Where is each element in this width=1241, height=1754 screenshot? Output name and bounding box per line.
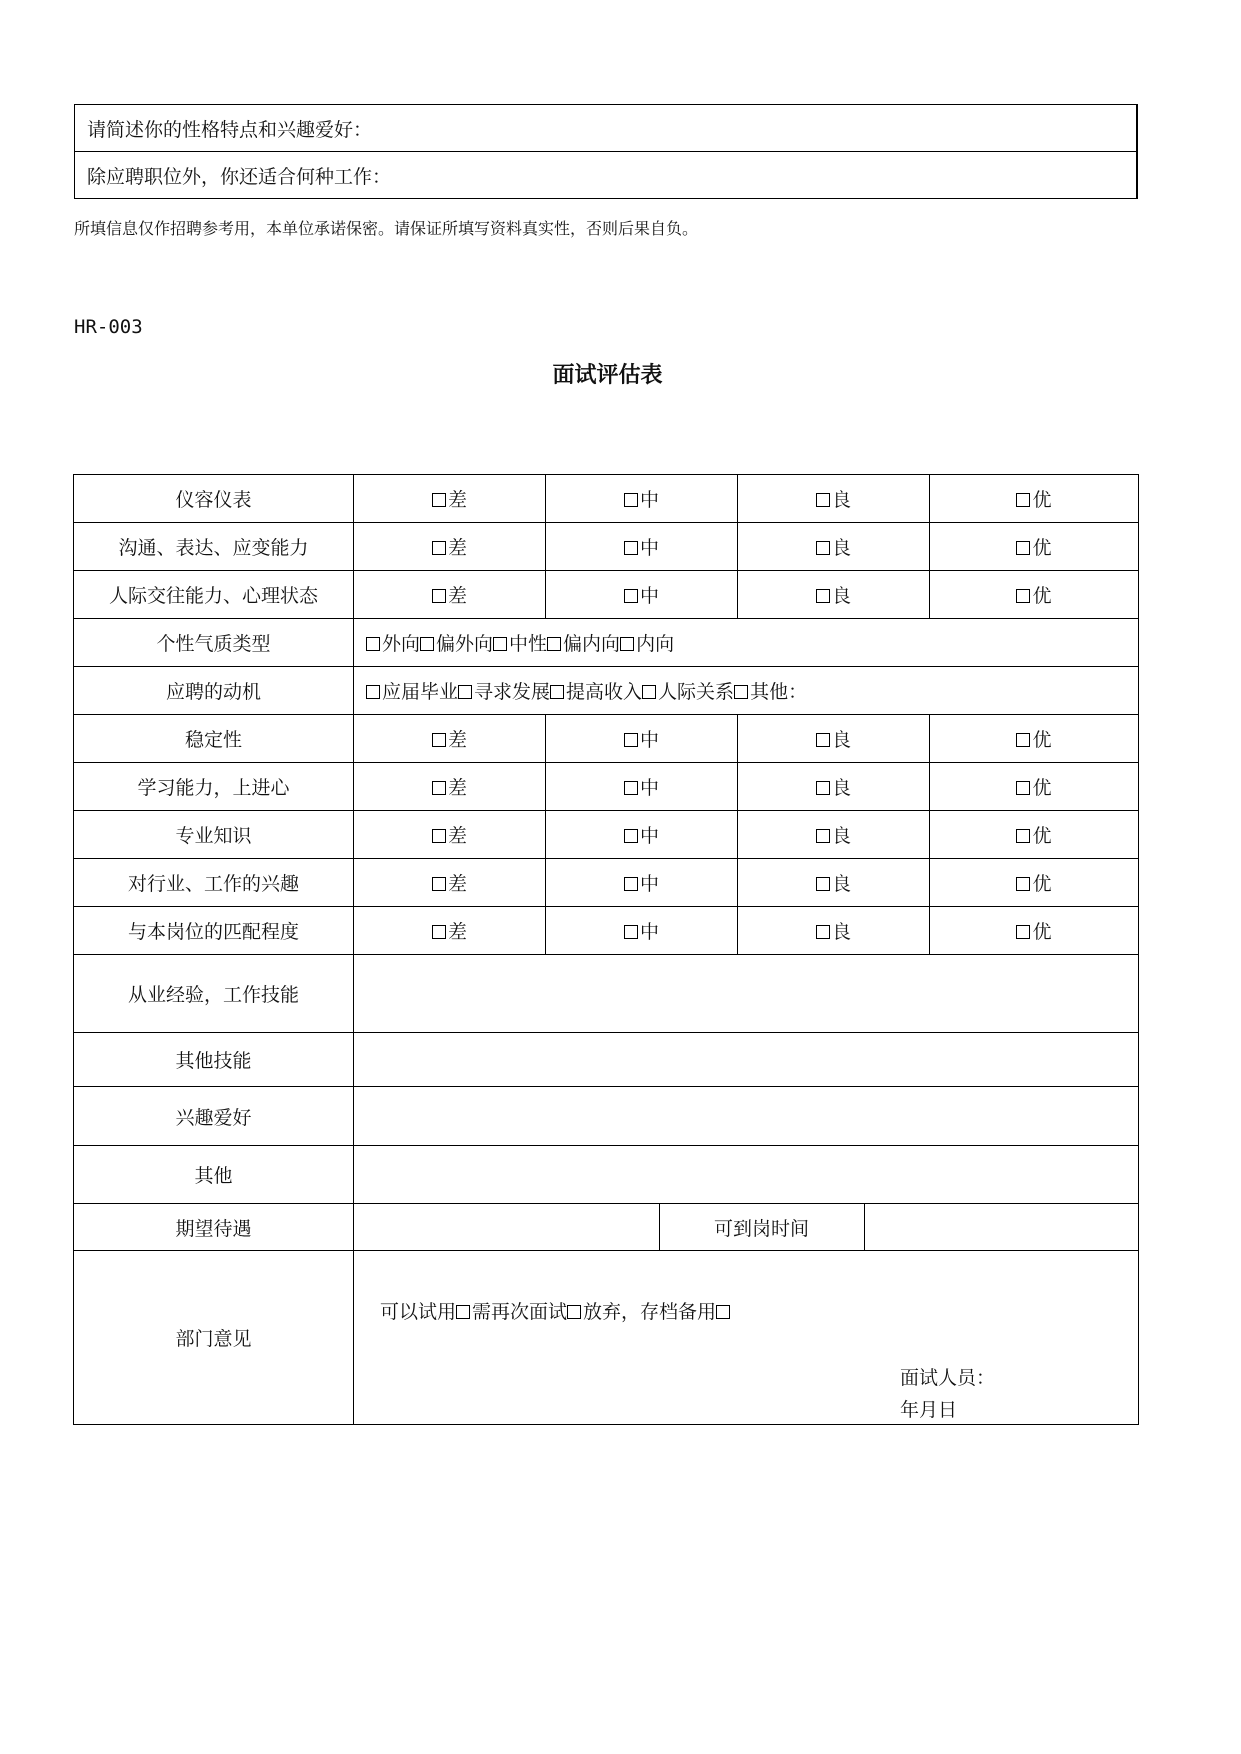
criterion-label: 其他技能 (74, 1033, 354, 1087)
rating-option-excellent[interactable]: 优 (930, 763, 1139, 811)
rating-option-excellent[interactable]: 优 (930, 523, 1139, 571)
criterion-label: 专业知识 (74, 811, 354, 859)
checkbox-icon[interactable] (816, 877, 830, 891)
checkbox-icon[interactable] (816, 733, 830, 747)
date-label: 年月日 (900, 1399, 958, 1421)
expected-salary-field[interactable] (354, 1204, 659, 1250)
applicant-questions-table (74, 104, 1138, 199)
option-higher-income[interactable]: 提高收入 (566, 681, 643, 703)
checkbox-icon[interactable] (1016, 493, 1030, 507)
rating-option-good[interactable]: 良 (738, 763, 930, 811)
confidentiality-notice: 所填信息仅作招聘参考用，本单位承诺保密。请保证所填写资料真实性，否则后果自负。 (74, 219, 699, 238)
department-opinion-row (74, 1251, 1139, 1425)
department-opinion-cell (354, 1251, 1139, 1425)
checkbox-icon[interactable] (458, 685, 472, 699)
rating-option-good[interactable]: 良 (738, 523, 930, 571)
checkbox-icon[interactable] (816, 829, 830, 843)
checkbox-icon[interactable] (432, 877, 446, 891)
checkbox-icon[interactable] (624, 877, 638, 891)
rating-option-good[interactable]: 良 (738, 811, 930, 859)
criterion-label: 沟通、表达、应变能力 (74, 523, 354, 571)
rating-option-good[interactable]: 良 (738, 907, 930, 955)
rating-option-excellent[interactable]: 优 (930, 907, 1139, 955)
rating-row-communication (74, 523, 1139, 571)
personality-options (354, 619, 1139, 667)
interviewer-label: 面试人员： (900, 1367, 996, 1389)
criterion-label: 对行业、工作的兴趣 (74, 859, 354, 907)
rating-option-poor[interactable]: 差 (354, 907, 546, 955)
available-date-field[interactable] (864, 1204, 1138, 1250)
rating-row-appearance (74, 475, 1139, 523)
checkbox-icon[interactable] (624, 829, 638, 843)
checkbox-icon[interactable] (1016, 925, 1030, 939)
form-title: 面试评估表 (552, 362, 663, 388)
checkbox-icon[interactable] (432, 925, 446, 939)
checkbox-icon[interactable] (1016, 589, 1030, 603)
checkbox-icon[interactable] (550, 685, 564, 699)
checkbox-icon[interactable] (624, 925, 638, 939)
checkbox-icon[interactable] (816, 589, 830, 603)
checkbox-icon[interactable] (624, 493, 638, 507)
available-date-label: 可到岗时间 (659, 1204, 864, 1250)
checkbox-icon[interactable] (432, 493, 446, 507)
checkbox-icon[interactable] (624, 733, 638, 747)
criterion-label: 学习能力，上进心 (74, 763, 354, 811)
decision-options (380, 1297, 732, 1324)
rating-row-stability (74, 715, 1139, 763)
experience-row (74, 955, 1139, 1033)
rating-row-interest (74, 859, 1139, 907)
rating-option-excellent[interactable]: 优 (930, 475, 1139, 523)
criterion-label: 稳定性 (74, 715, 354, 763)
checkbox-icon[interactable] (456, 1305, 470, 1319)
checkbox-icon[interactable] (420, 637, 434, 651)
checkbox-icon[interactable] (734, 685, 748, 699)
rating-row-match (74, 907, 1139, 955)
document-code: HR-003 (74, 316, 143, 338)
rating-option-fair[interactable]: 中 (546, 907, 738, 955)
option-other[interactable]: 其他： (750, 681, 808, 703)
other-field[interactable] (354, 1146, 1139, 1204)
criterion-label: 人际交往能力、心理状态 (74, 571, 354, 619)
checkbox-icon[interactable] (816, 781, 830, 795)
checkbox-icon[interactable] (624, 541, 638, 555)
rating-row-interpersonal (74, 571, 1139, 619)
option-trial[interactable]: 可以试用 (380, 1301, 457, 1323)
checkbox-icon[interactable] (642, 685, 656, 699)
checkbox-icon[interactable] (432, 829, 446, 843)
criterion-label: 部门意见 (74, 1251, 354, 1425)
rating-option-fair[interactable]: 中 (546, 475, 738, 523)
rating-option-excellent[interactable]: 优 (930, 715, 1139, 763)
rating-option-poor[interactable]: 差 (354, 763, 546, 811)
other-row (74, 1146, 1139, 1204)
hobbies-field[interactable] (354, 1087, 1139, 1146)
checkbox-icon[interactable] (432, 541, 446, 555)
rating-option-fair[interactable]: 中 (546, 523, 738, 571)
criterion-label: 其他 (74, 1146, 354, 1204)
option-introvert[interactable]: 内向 (636, 633, 675, 655)
criterion-label: 兴趣爱好 (74, 1087, 354, 1146)
rating-option-poor[interactable]: 差 (354, 859, 546, 907)
rating-option-fair[interactable]: 中 (546, 811, 738, 859)
checkbox-icon[interactable] (1016, 781, 1030, 795)
rating-row-knowledge (74, 811, 1139, 859)
option-archive[interactable]: 放弃，存档备用 (583, 1301, 717, 1323)
rating-option-excellent[interactable]: 优 (930, 811, 1139, 859)
checkbox-icon[interactable] (432, 781, 446, 795)
criterion-label: 从业经验，工作技能 (74, 955, 354, 1033)
rating-row-learning (74, 763, 1139, 811)
rating-option-fair[interactable]: 中 (546, 763, 738, 811)
rating-option-fair[interactable]: 中 (546, 715, 738, 763)
option-extrovert[interactable]: 外向 (382, 633, 421, 655)
checkbox-icon[interactable] (567, 1305, 581, 1319)
checkbox-icon[interactable] (624, 781, 638, 795)
option-relationships[interactable]: 人际关系 (658, 681, 735, 703)
checkbox-icon[interactable] (620, 637, 634, 651)
checkbox-icon[interactable] (1016, 829, 1030, 843)
rating-option-fair[interactable]: 中 (546, 859, 738, 907)
checkbox-icon[interactable] (432, 733, 446, 747)
criterion-label: 个性气质类型 (74, 619, 354, 667)
rating-option-fair[interactable]: 中 (546, 571, 738, 619)
other-skills-field[interactable] (354, 1033, 1139, 1087)
criterion-label: 仪容仪表 (74, 475, 354, 523)
personality-type-row (74, 619, 1139, 667)
interview-evaluation-table (73, 474, 1139, 1425)
rating-option-good[interactable]: 良 (738, 475, 930, 523)
rating-option-poor[interactable]: 差 (354, 571, 546, 619)
option-neutral[interactable]: 中性 (509, 633, 548, 655)
motivation-row (74, 667, 1139, 715)
hobbies-row (74, 1087, 1139, 1146)
option-somewhat-extrovert[interactable]: 偏外向 (436, 633, 494, 655)
criterion-label: 期望待遇 (74, 1204, 354, 1251)
rating-option-good[interactable]: 良 (738, 859, 930, 907)
rating-option-excellent[interactable]: 优 (930, 859, 1139, 907)
checkbox-icon[interactable] (1016, 877, 1030, 891)
checkbox-icon[interactable] (366, 685, 380, 699)
salary-subtable (354, 1204, 1138, 1250)
rating-option-poor[interactable]: 差 (354, 715, 546, 763)
checkbox-icon[interactable] (432, 589, 446, 603)
criterion-label: 应聘的动机 (74, 667, 354, 715)
checkbox-icon[interactable] (816, 925, 830, 939)
checkbox-icon[interactable] (624, 589, 638, 603)
checkbox-icon[interactable] (816, 541, 830, 555)
option-somewhat-introvert[interactable]: 偏内向 (563, 633, 621, 655)
rating-option-poor[interactable]: 差 (354, 475, 546, 523)
checkbox-icon[interactable] (716, 1305, 730, 1319)
checkbox-icon[interactable] (547, 637, 561, 651)
option-reinterview[interactable]: 需再次面试 (472, 1301, 568, 1323)
criterion-label: 与本岗位的匹配程度 (74, 907, 354, 955)
salary-row (74, 1204, 1139, 1251)
motivation-options (354, 667, 1139, 715)
checkbox-icon[interactable] (1016, 541, 1030, 555)
checkbox-icon[interactable] (366, 637, 380, 651)
rating-option-poor[interactable]: 差 (354, 811, 546, 859)
experience-field[interactable] (354, 955, 1139, 1033)
personality-hobbies-question[interactable]: 请简述你的性格特点和兴趣爱好： (75, 105, 1138, 152)
other-skills-row (74, 1033, 1139, 1087)
option-new-graduate[interactable]: 应届毕业 (382, 681, 459, 703)
rating-option-excellent[interactable]: 优 (930, 571, 1139, 619)
checkbox-icon[interactable] (816, 493, 830, 507)
checkbox-icon[interactable] (493, 637, 507, 651)
rating-option-good[interactable]: 良 (738, 715, 930, 763)
other-suitable-jobs-question[interactable]: 除应聘职位外，你还适合何种工作： (75, 152, 1138, 199)
checkbox-icon[interactable] (1016, 733, 1030, 747)
rating-option-poor[interactable]: 差 (354, 523, 546, 571)
option-career-development[interactable]: 寻求发展 (474, 681, 551, 703)
rating-option-good[interactable]: 良 (738, 571, 930, 619)
